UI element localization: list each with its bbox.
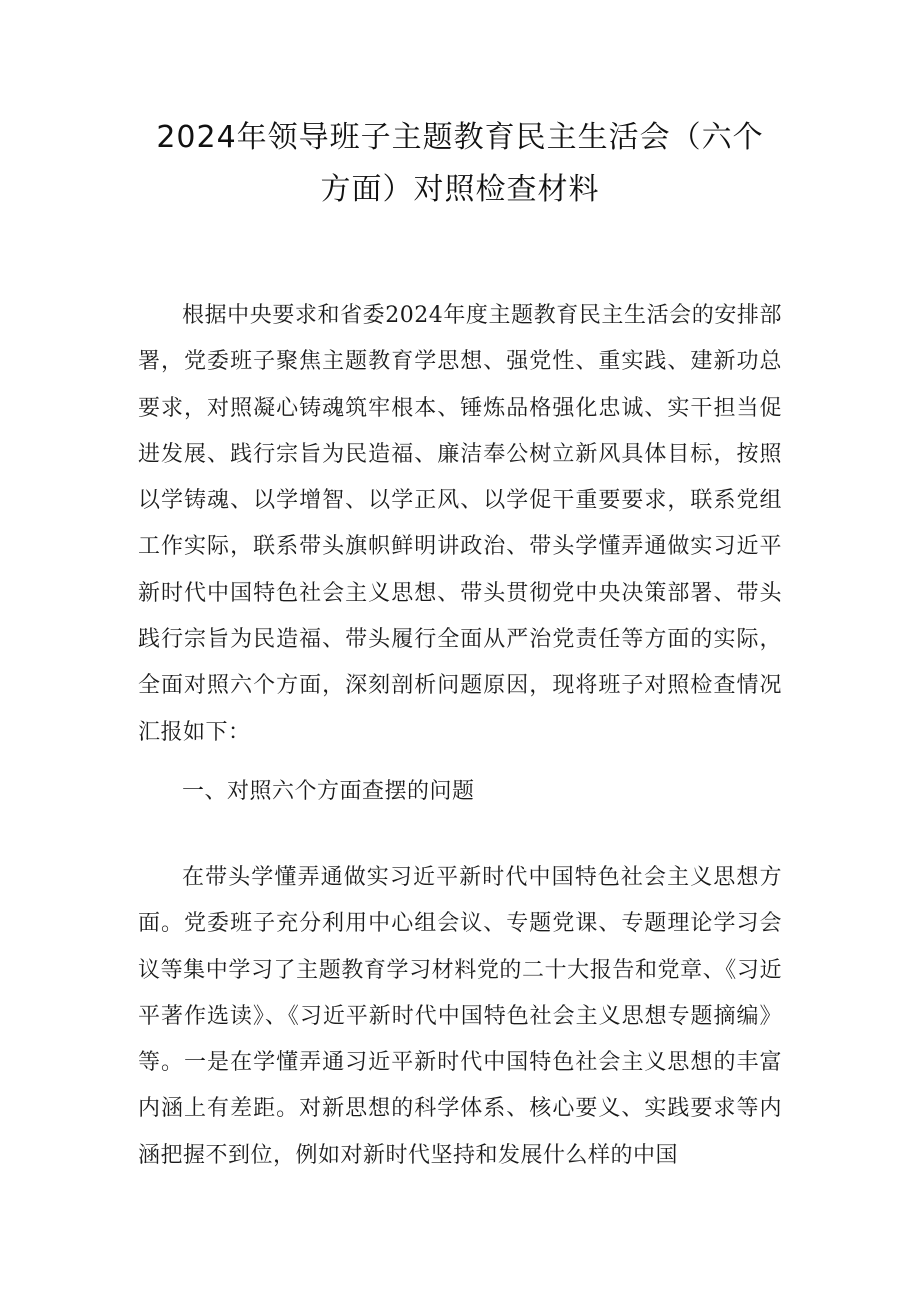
title-line-2: 方面）对照检查材料 <box>320 172 600 207</box>
section-heading: 一、对照六个方面查摆的问题 <box>182 779 475 804</box>
document-title <box>138 112 782 216</box>
intro-paragraph: 根据中央要求和省委2024年度主题教育民主生活会的安排部署，党委班子聚焦主题教育学思想、强党性、重实践、建新功总要求，对照凝心铸魂筑牢根本、锤炼品格强化忠诚、实干担当促进发展、践行宗旨为民造福、廉洁奉公树立新风具体目标，按照以学铸魂、以学增智、以学正风、以学促干重要要求，联系党组工作实际，联系带头旗帜鲜明讲政治、带头学懂弄通做实习近平新时代中国特色社会主义思想、带头贯彻党中央决策部署、带头践行宗旨为民造福、带头履行全面从严治党责任等方面的实际，全面对照六个方面，深刻剖析问题原因，现将班子对照检查情况汇报如下： <box>138 303 782 745</box>
title-line-1: 2024年领导班子主题教育民主生活会（六个 <box>156 120 764 155</box>
section-paragraph: 在带头学懂弄通做实习近平新时代中国特色社会主义思想方面。党委班子充分利用中心组会议、专题党课、专题理论学习会议等集中学习了主题教育学习材料党的二十大报告和党章、《习近平著作选读》、《习近平新时代中国特色社会主义思想专题摘编》等。一是在学懂弄通习近平新时代中国特色社会主义思想的丰富内涵上有差距。对新思想的科学体系、核心要义、实践要求等内涵把握不到位，例如对新时代坚持和发展什么样的中国 <box>138 865 782 1168</box>
